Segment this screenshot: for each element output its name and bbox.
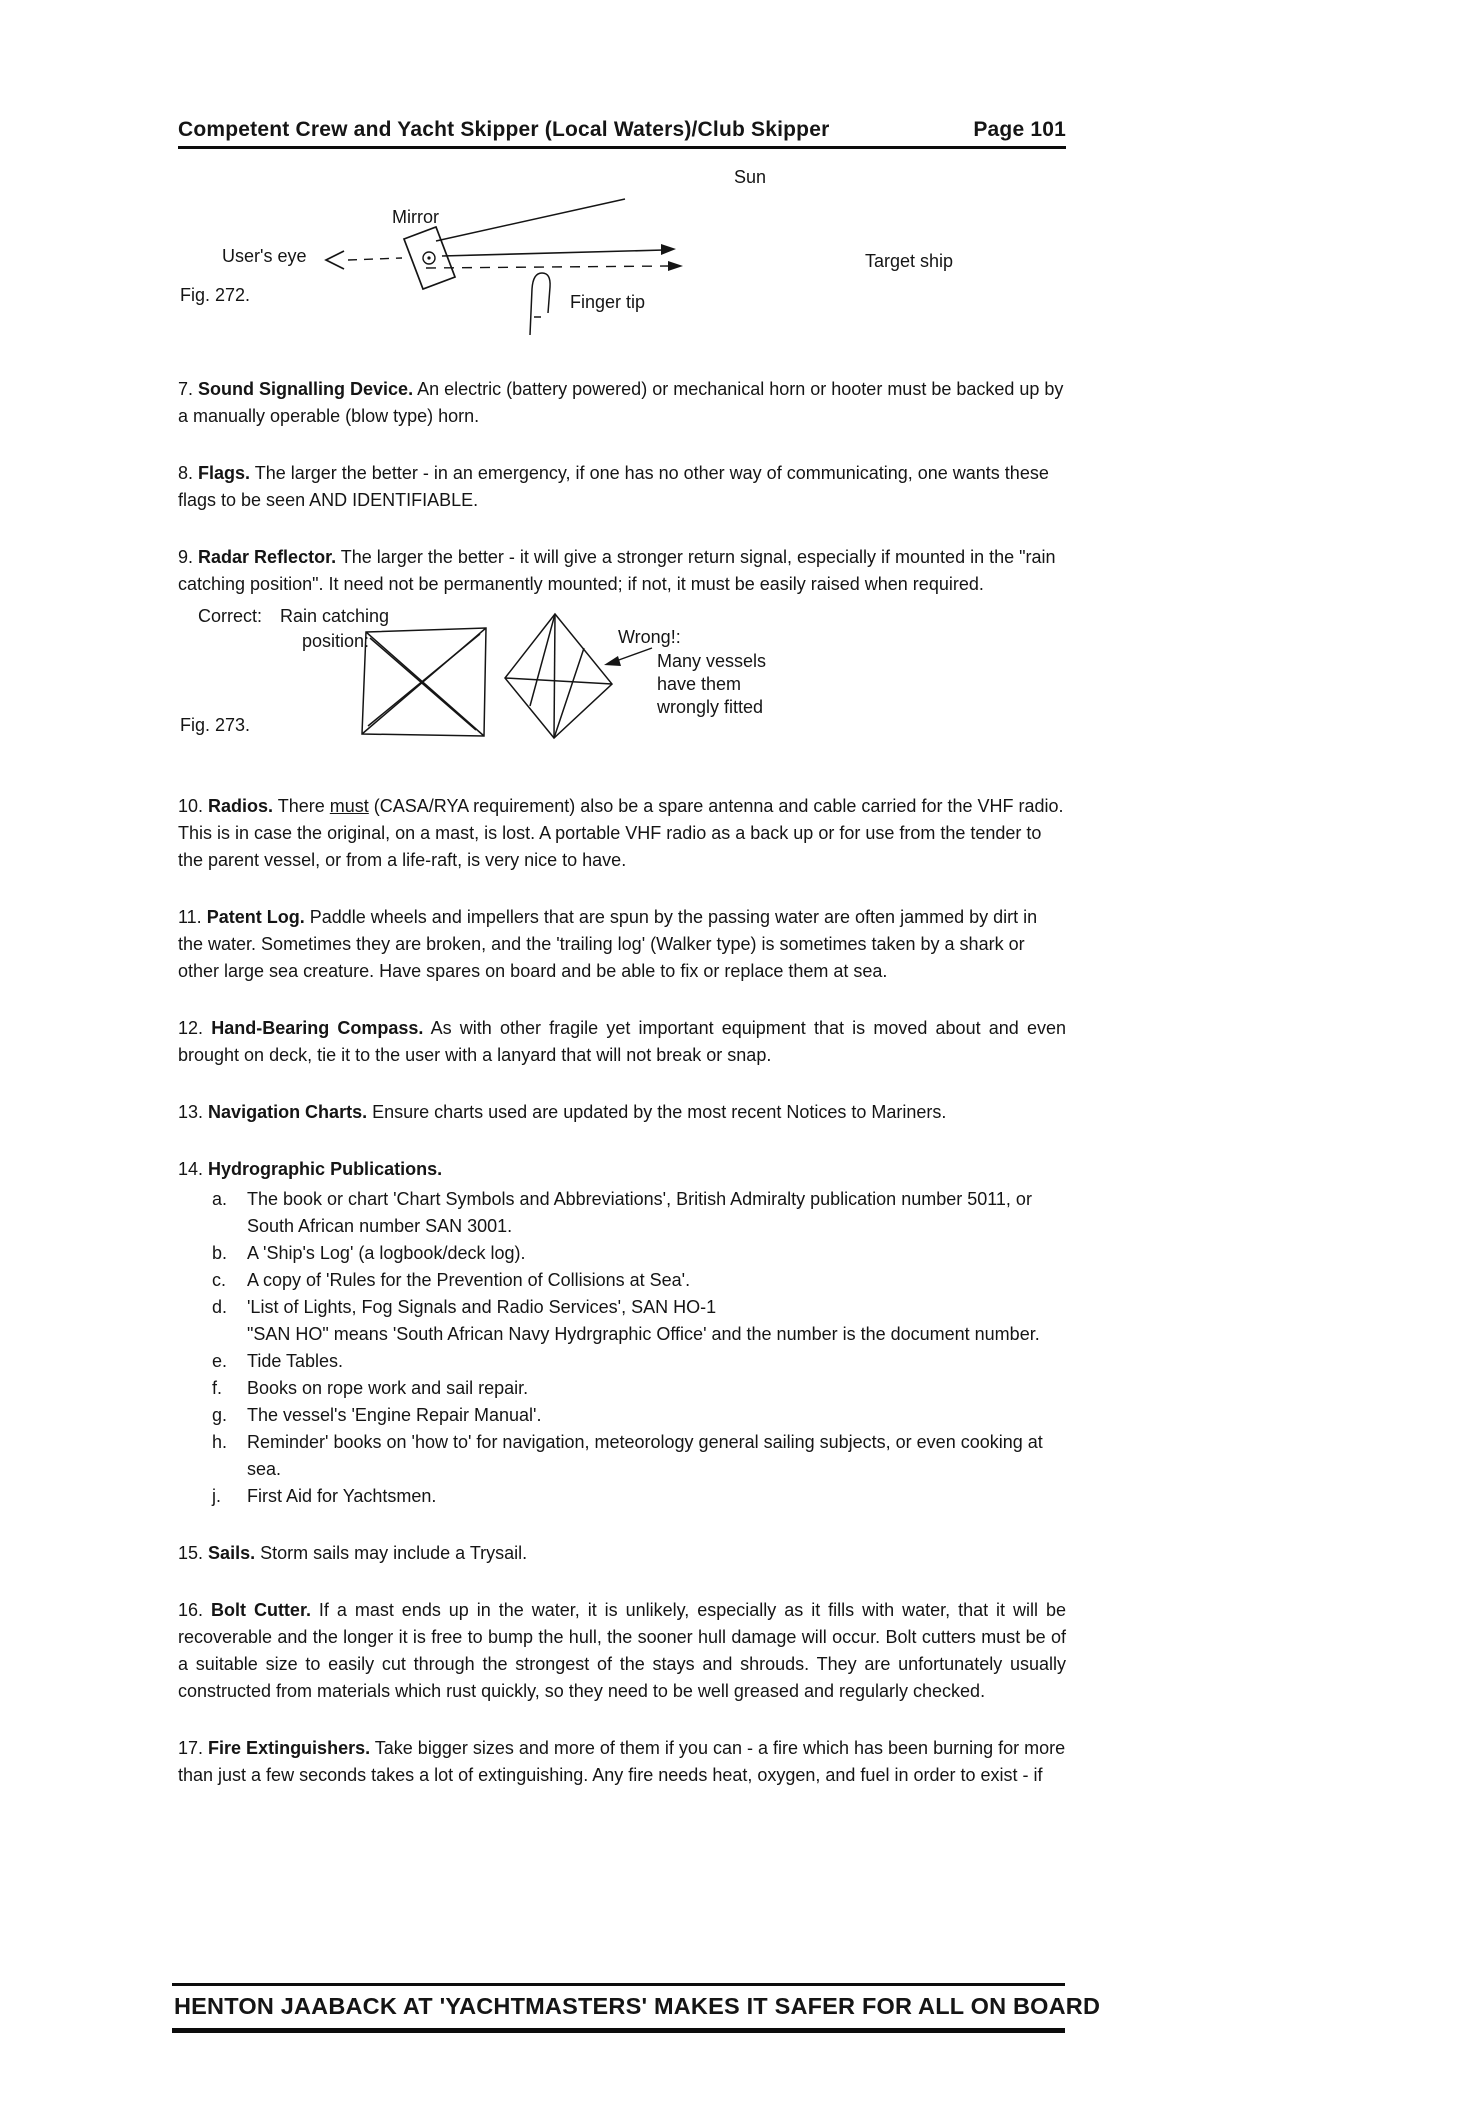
list-text-main: 'List of Lights, Fog Signals and Radio Services', SAN HO-1 bbox=[247, 1297, 717, 1317]
fig273-correct-label: Correct: bbox=[198, 606, 263, 626]
item-text: As with other fragile yet important equipment that is moved about and even brought on deck, tie it to the user with a lanyard that will not break or snap. bbox=[178, 1018, 1066, 1065]
page-content bbox=[178, 118, 1066, 1789]
item-number: 14. bbox=[178, 1159, 204, 1179]
list-letter: a. bbox=[212, 1189, 228, 1209]
page-header bbox=[178, 118, 1066, 149]
item-text-underlined: must bbox=[329, 796, 369, 816]
list-item-b bbox=[178, 1240, 1066, 1267]
item-7 bbox=[178, 376, 1066, 430]
fig273-correct-reflector bbox=[362, 628, 486, 736]
fig272-eye-shape bbox=[326, 251, 344, 269]
item-number: 7. bbox=[178, 379, 194, 399]
fig272-drawing bbox=[178, 163, 1066, 341]
page-footer bbox=[172, 1983, 1101, 2033]
item-number: 10. bbox=[178, 796, 204, 816]
item-number: 15. bbox=[178, 1543, 204, 1563]
item-title: Fire Extinguishers. bbox=[208, 1738, 371, 1758]
fig273-caption: Fig. 273. bbox=[180, 715, 251, 735]
fig272-eye-label: User's eye bbox=[222, 246, 307, 266]
item-14-list bbox=[178, 1186, 1066, 1510]
item-number: 8. bbox=[178, 463, 194, 483]
item-9 bbox=[178, 544, 1066, 598]
fig273-wrong-line1: Many vessels bbox=[657, 651, 767, 671]
list-item-a bbox=[178, 1186, 1066, 1240]
list-letter: b. bbox=[212, 1243, 228, 1263]
fig272-sun-ray bbox=[436, 199, 625, 241]
fig272-finger-shape bbox=[530, 273, 550, 335]
page-number: Page 101 bbox=[973, 118, 1066, 141]
list-item-c bbox=[178, 1267, 1066, 1294]
fig273-wrong-label: Wrong!: bbox=[618, 627, 681, 647]
document-title: Competent Crew and Yacht Skipper (Local Waters)/Club Skipper bbox=[178, 118, 830, 141]
item-16 bbox=[178, 1597, 1066, 1705]
item-title: Hand-Bearing Compass. bbox=[211, 1018, 424, 1038]
list-text: Tide Tables. bbox=[247, 1351, 344, 1371]
fig273-wrong-line2: have them bbox=[657, 674, 742, 694]
list-letter: e. bbox=[212, 1351, 228, 1371]
figure-272 bbox=[178, 163, 1066, 346]
list-item-d bbox=[178, 1294, 1066, 1348]
list-text: A copy of 'Rules for the Prevention of Collisions at Sea'. bbox=[247, 1270, 691, 1290]
item-11 bbox=[178, 904, 1066, 985]
item-text: Paddle wheels and impellers that are spun by the passing water are often jammed by dirt in the water. Sometimes they are broken, and the 'trailing log' (Walker type) is sometimes taken by a shark or other large sea creature. Have spares on board and be able to fix or replace them at sea. bbox=[178, 907, 1038, 981]
item-number: 17. bbox=[178, 1738, 204, 1758]
fig272-reflected-ray bbox=[442, 250, 664, 256]
fig272-caption: Fig. 272. bbox=[180, 285, 251, 305]
list-item-g bbox=[178, 1402, 1066, 1429]
item-13 bbox=[178, 1099, 1066, 1126]
footer-text: HENTON JAABACK AT 'YACHTMASTERS' MAKES IT SAFER FOR ALL ON BOARD bbox=[174, 1993, 1101, 2019]
fig273-wrong-reflector bbox=[505, 614, 612, 738]
fig272-sun-label: Sun bbox=[734, 167, 767, 187]
list-item-j bbox=[178, 1483, 1066, 1510]
list-letter: h. bbox=[212, 1432, 228, 1452]
fig272-reflected-arrowhead bbox=[661, 244, 676, 255]
item-title: Navigation Charts. bbox=[208, 1102, 368, 1122]
list-letter: j. bbox=[212, 1486, 221, 1506]
item-title: Patent Log. bbox=[206, 907, 305, 927]
item-title: Sound Signalling Device. bbox=[198, 379, 414, 399]
item-number: 13. bbox=[178, 1102, 204, 1122]
item-15 bbox=[178, 1540, 1066, 1567]
item-10 bbox=[178, 793, 1066, 874]
list-text-note: "SAN HO" means 'South African Navy Hydrgraphic Office' and the number is the document number. bbox=[247, 1324, 1040, 1344]
list-letter: g. bbox=[212, 1405, 228, 1425]
item-title: Radios. bbox=[208, 796, 274, 816]
list-text: Reminder' books on 'how to' for navigation, meteorology general sailing subjects, or even cooking at sea. bbox=[247, 1432, 1043, 1479]
item-17 bbox=[178, 1735, 1066, 1789]
item-title: Flags. bbox=[198, 463, 251, 483]
item-number: 16. bbox=[178, 1600, 204, 1620]
item-title: Hydrographic Publications. bbox=[208, 1159, 443, 1179]
list-text: First Aid for Yachtsmen. bbox=[247, 1486, 437, 1506]
list-text: A 'Ship's Log' (a logbook/deck log). bbox=[247, 1243, 526, 1263]
list-letter: c. bbox=[212, 1270, 227, 1290]
fig272-mirror-label: Mirror bbox=[392, 207, 439, 227]
list-letter: f. bbox=[212, 1378, 223, 1398]
item-number: 12. bbox=[178, 1018, 204, 1038]
item-text-pre: There bbox=[277, 796, 330, 816]
item-text: Storm sails may include a Trysail. bbox=[260, 1543, 528, 1563]
item-8 bbox=[178, 460, 1066, 514]
item-text: The larger the better - in an emergency, if one has no other way of communicating, one wants these flags to be seen AND IDENTIFIABLE. bbox=[178, 463, 1049, 510]
item-text: An electric (battery powered) or mechanical horn or hooter must be backed up by a manually operable (blow type) horn. bbox=[178, 379, 1064, 426]
list-letter: d. bbox=[212, 1297, 228, 1317]
list-text: The vessel's 'Engine Repair Manual'. bbox=[247, 1405, 542, 1425]
list-item-f bbox=[178, 1375, 1066, 1402]
item-title: Radar Reflector. bbox=[198, 547, 337, 567]
fig273-wrong-arrowhead bbox=[604, 656, 621, 666]
item-number: 9. bbox=[178, 547, 194, 567]
item-text: Ensure charts used are updated by the most recent Notices to Mariners. bbox=[372, 1102, 947, 1122]
fig272-mirror-dot bbox=[427, 256, 430, 259]
item-14-heading bbox=[178, 1156, 1066, 1183]
fig273-position-label: position: bbox=[302, 631, 370, 651]
fig273-wrong-arrow bbox=[616, 648, 652, 661]
item-14 bbox=[178, 1156, 1066, 1510]
list-text: The book or chart 'Chart Symbols and Abbreviations', British Admiralty publication number 5011, or South African number SAN 3001. bbox=[247, 1189, 1032, 1236]
list-text bbox=[247, 1294, 1066, 1348]
item-text-post: (CASA/RYA requirement) also be a spare antenna and cable carried for the VHF radio. This is in case the original, on a mast, is lost. A portable VHF radio as a back up or for use from the tender to the parent vessel, or from a life-raft, is very nice to have. bbox=[178, 796, 1064, 870]
fig273-rain-label: Rain catching bbox=[280, 606, 390, 626]
fig272-aim-line bbox=[426, 266, 670, 268]
item-text: Take bigger sizes and more of them if you can - a fire which has been burning for more than just a few seconds takes a lot of extinguishing. Any fire needs heat, oxygen, and fuel in order to exist - if bbox=[178, 1738, 1066, 1785]
item-12 bbox=[178, 1015, 1066, 1069]
item-number: 11. bbox=[178, 907, 202, 927]
item-text: If a mast ends up in the water, it is unlikely, especially as it fills with water, that it will be recoverable and the longer it is free to bump the hull, the sooner hull damage will occur. Bolt cutters must be of a suitable size to easily cut through the strongest of the stays and shrouds. They are unfortunately usually constructed from materials which rust quickly, so they need to be well greased and regularly checked. bbox=[178, 1600, 1066, 1701]
fig272-finger-label: Finger tip bbox=[570, 292, 646, 312]
fig273-wrong-line3: wrongly fitted bbox=[657, 697, 764, 717]
list-item-e bbox=[178, 1348, 1066, 1375]
fig272-target-label: Target ship bbox=[865, 251, 954, 271]
item-text: The larger the better - it will give a stronger return signal, especially if mounted in the "rain catching position". It need not be permanently mounted; if not, it must be easily raised when required. bbox=[178, 547, 1056, 594]
fig272-sight-line bbox=[348, 258, 402, 260]
fig273-drawing bbox=[178, 606, 1066, 758]
list-text: Books on rope work and sail repair. bbox=[247, 1378, 529, 1398]
item-title: Bolt Cutter. bbox=[211, 1600, 311, 1620]
figure-273 bbox=[178, 606, 1066, 763]
list-item-h bbox=[178, 1429, 1066, 1483]
item-title: Sails. bbox=[208, 1543, 256, 1563]
fig272-aim-arrowhead bbox=[668, 261, 683, 271]
